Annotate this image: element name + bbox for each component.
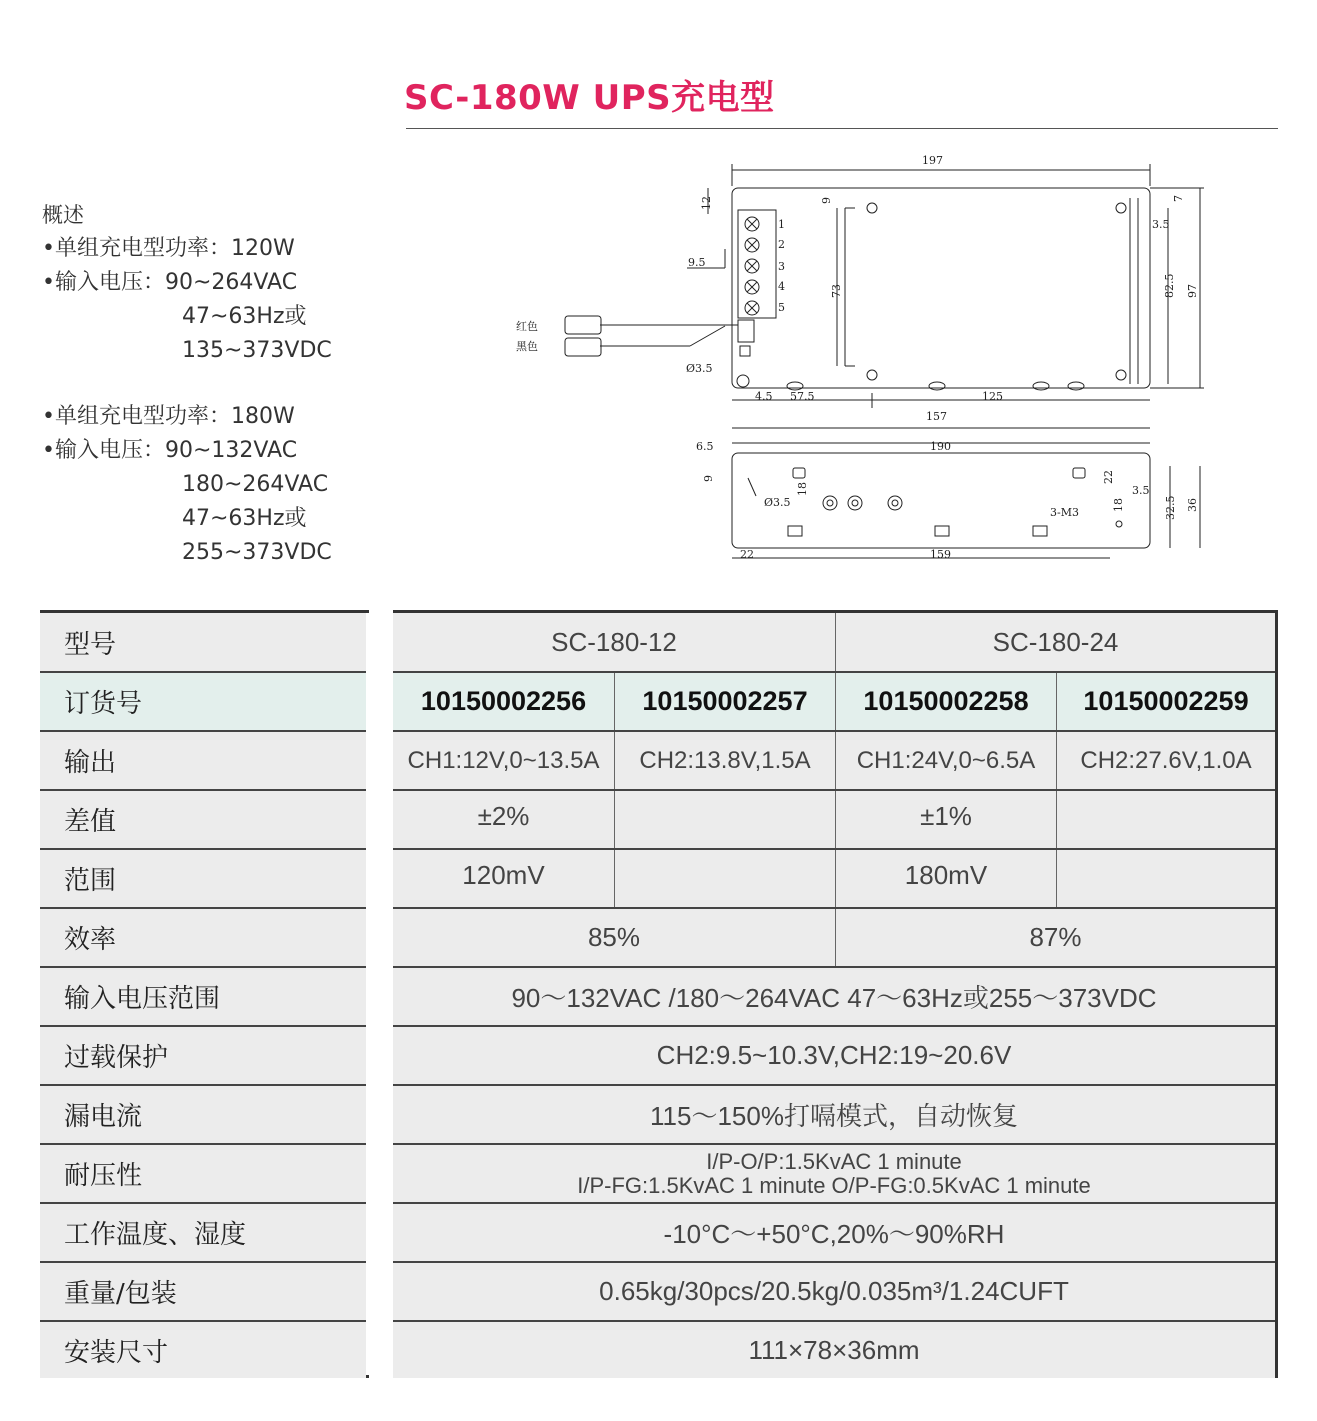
- output-4: CH2:27.6V,1.0A: [1056, 732, 1275, 789]
- spec-label-column: [40, 610, 369, 1378]
- row-leakage: [393, 1086, 1275, 1145]
- svg-text:3.5: 3.5: [1152, 218, 1170, 231]
- row-mount-size: [393, 1322, 1275, 1378]
- g2-input: •输入电压：90~132VAC: [42, 438, 298, 463]
- g2-freq: 47~63Hz或: [182, 506, 307, 531]
- svg-text:9.5: 9.5: [688, 256, 706, 269]
- tolerance-12: ±2%: [477, 801, 530, 831]
- side-view-outline: [732, 453, 1150, 548]
- overview-section: [42, 198, 332, 570]
- page-title: SC-180W UPS充电型: [404, 78, 775, 118]
- ripple-12-ch2: [614, 850, 835, 907]
- temp-humidity-value: -10°C～+50°C,20%～90%RH: [663, 1219, 1005, 1249]
- row-efficiency: [393, 909, 1275, 968]
- label-overload: 过载保护: [40, 1027, 366, 1086]
- svg-text:97: 97: [1186, 284, 1199, 298]
- svg-text:2: 2: [778, 238, 785, 251]
- label-ripple: 范围: [40, 850, 366, 909]
- label-efficiency: 效率: [40, 909, 366, 968]
- input-range-value: 90～132VAC /180～264VAC 47～63Hz或255～373VDC: [511, 983, 1157, 1013]
- ripple-24: 180mV: [835, 850, 1056, 907]
- svg-text:Ø3.5: Ø3.5: [686, 362, 713, 375]
- row-weight-pack: [393, 1263, 1275, 1322]
- g1-freq: 47~63Hz或: [182, 304, 307, 329]
- svg-text:36: 36: [1186, 498, 1199, 512]
- label-leakage: 漏电流: [40, 1086, 366, 1145]
- mount-size-value: 111×78×36mm: [748, 1334, 920, 1365]
- row-withstand: [393, 1145, 1275, 1204]
- svg-text:12: 12: [700, 196, 713, 210]
- svg-text:22: 22: [740, 548, 754, 561]
- overload-value: CH2:9.5~10.3V,CH2:19~20.6V: [656, 1040, 1012, 1070]
- svg-text:32.5: 32.5: [1164, 495, 1177, 520]
- g2-ac2: 180~264VAC: [182, 472, 329, 497]
- order-no-4: 10150002259: [1056, 673, 1275, 730]
- label-tolerance: 差值: [40, 791, 366, 850]
- withstand-line-1: I/P-O/P:1.5KvAC 1 minute: [706, 1148, 962, 1174]
- ripple-12: 120mV: [462, 860, 545, 890]
- svg-text:159: 159: [930, 548, 951, 561]
- svg-text:Ø3.5: Ø3.5: [764, 496, 791, 509]
- label-order-no: 订货号: [40, 673, 366, 732]
- label-output: 输出: [40, 732, 366, 791]
- withstand-line-2: I/P-FG:1.5KvAC 1 minute O/P-FG:0.5KvAC 1 minute: [577, 1172, 1091, 1198]
- svg-text:4: 4: [778, 280, 785, 293]
- svg-text:57.5: 57.5: [790, 390, 815, 403]
- top-view-outline: [732, 188, 1150, 388]
- label-mount-size: 安装尺寸: [40, 1322, 366, 1378]
- order-no-2: 10150002257: [614, 673, 835, 730]
- svg-text:3: 3: [778, 260, 785, 273]
- label-weight-pack: 重量/包装: [40, 1263, 366, 1322]
- svg-text:4.5: 4.5: [755, 390, 773, 403]
- row-tolerance: [393, 791, 1275, 850]
- row-input-range: [393, 968, 1275, 1027]
- svg-text:1: 1: [778, 218, 785, 231]
- row-model: [393, 613, 1275, 673]
- svg-text:9: 9: [820, 197, 833, 204]
- title-divider: [406, 128, 1278, 129]
- svg-text:82.5: 82.5: [1163, 273, 1176, 298]
- svg-text:22: 22: [1102, 470, 1115, 484]
- svg-text:125: 125: [982, 390, 1003, 403]
- ripple-24-ch2: [1056, 850, 1275, 907]
- row-overload: [393, 1027, 1275, 1086]
- dimension-drawing: [510, 148, 1210, 578]
- svg-text:9: 9: [702, 475, 715, 482]
- efficiency-24: 87%: [835, 909, 1275, 966]
- svg-text:3-M3: 3-M3: [1050, 506, 1079, 519]
- svg-text:157: 157: [926, 410, 947, 423]
- svg-text:18: 18: [796, 482, 809, 496]
- order-no-1: 10150002256: [420, 686, 587, 716]
- svg-text:190: 190: [930, 440, 951, 453]
- svg-text:73: 73: [830, 284, 843, 298]
- g2-power: •单组充电型功率：180W: [42, 404, 295, 429]
- order-no-3: 10150002258: [835, 673, 1056, 730]
- row-temp-humidity: [393, 1204, 1275, 1263]
- svg-text:5: 5: [778, 301, 785, 314]
- label-withstand: 耐压性: [40, 1145, 366, 1204]
- leakage-value: 115～150%打嗝模式，自动恢复: [650, 1101, 1018, 1131]
- tolerance-24: ±1%: [835, 791, 1056, 848]
- svg-text:黑色: 黑色: [516, 340, 538, 353]
- output-2: CH2:13.8V,1.5A: [614, 732, 835, 789]
- output-3: CH1:24V,0~6.5A: [835, 732, 1056, 789]
- g2-dc: 255~373VDC: [182, 540, 332, 565]
- row-order-no: [393, 673, 1275, 732]
- withstand-value: [393, 1145, 1275, 1202]
- label-model: 型号: [40, 613, 366, 673]
- spec-table: [40, 610, 1278, 1378]
- svg-text:3.5: 3.5: [1132, 484, 1150, 497]
- g1-dc: 135~373VDC: [182, 338, 332, 363]
- terminal-screws: [745, 217, 759, 315]
- svg-text:6.5: 6.5: [696, 440, 714, 453]
- row-ripple: [393, 850, 1275, 909]
- weight-pack-value: 0.65kg/30pcs/20.5kg/0.035m³/1.24CUFT: [599, 1276, 1069, 1306]
- svg-text:7: 7: [1172, 195, 1185, 202]
- tolerance-12-ch2: [614, 791, 835, 848]
- label-input-range: 输入电压范围: [40, 968, 366, 1027]
- svg-text:18: 18: [1112, 498, 1125, 512]
- output-1: CH1:12V,0~13.5A: [407, 746, 600, 774]
- row-output: [393, 732, 1275, 791]
- svg-text:197: 197: [922, 154, 943, 167]
- g1-power: •单组充电型功率：120W: [42, 236, 295, 261]
- model-12: SC-180-12: [551, 626, 677, 657]
- label-temp-humidity: 工作温度、湿度: [40, 1204, 366, 1263]
- efficiency-12: 85%: [587, 922, 641, 952]
- model-24: SC-180-24: [835, 613, 1275, 671]
- g1-input: •输入电压：90~264VAC: [42, 270, 298, 295]
- overview-heading: 概述: [42, 203, 84, 227]
- svg-text:红色: 红色: [516, 320, 538, 333]
- spec-value-column: [393, 610, 1278, 1378]
- tolerance-24-ch2: [1056, 791, 1275, 848]
